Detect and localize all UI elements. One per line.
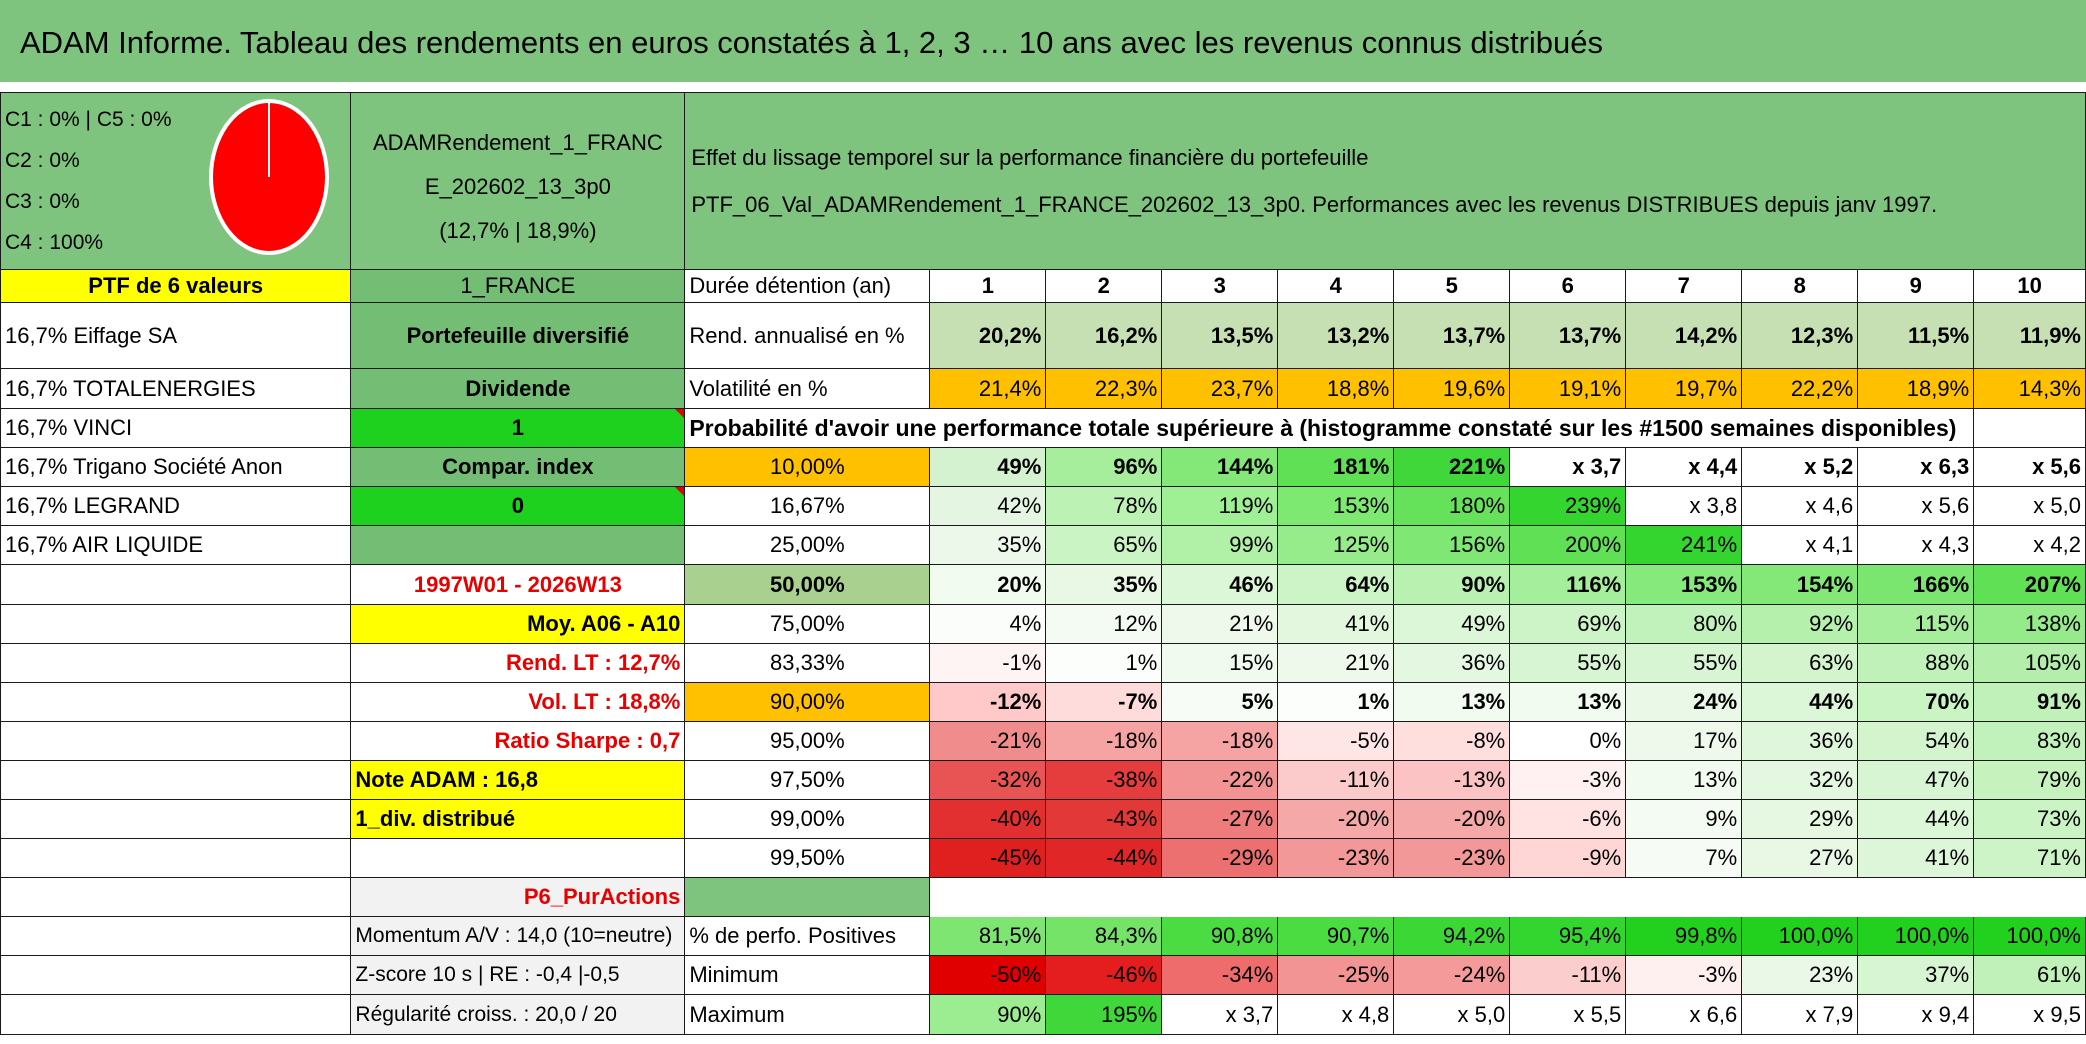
proba-value: 13% [1626,761,1742,800]
proba-value: -13% [1394,761,1510,800]
holding-item: 16,7% Trigano Société Anon [1,448,351,487]
year-header: 10 [1974,270,2086,303]
dividend-label: Dividende [351,369,685,409]
year-header: 2 [1046,270,1162,303]
holding-item: 16,7% TOTALENERGIES [1,369,351,409]
proba-value: -20% [1394,800,1510,839]
dividend-flag: 1 [351,409,685,448]
proba-value: 15% [1162,644,1278,683]
vol-value: 22,2% [1742,369,1858,409]
composition-cell [1,93,351,270]
proba-value: 4% [930,605,1046,644]
max-value: x 4,8 [1278,995,1394,1035]
rend-label: Rend. annualisé en % [685,303,930,369]
rend-value: 16,2% [1046,303,1162,369]
proba-value: 105% [1974,644,2086,683]
proba-value: -6% [1510,800,1626,839]
proba-value: -18% [1162,722,1278,761]
portfolio-type: Portefeuille diversifié [351,303,685,369]
proba-value: 13% [1394,683,1510,722]
portfolio-name-line: ADAMRendement_1_FRANC [372,130,663,155]
proba-value: 21% [1162,605,1278,644]
proba-value: 49% [930,448,1046,487]
rend-value: 14,2% [1626,303,1742,369]
rend-value: 13,7% [1510,303,1626,369]
proba-value: 88% [1858,644,1974,683]
vol-value: 19,6% [1394,369,1510,409]
proba-value: 154% [1742,565,1858,605]
composition-line: C4 : 100% [5,231,104,254]
proba-threshold: 90,00% [685,683,930,722]
proba-value: -18% [1046,722,1162,761]
pos-label: % de perfo. Positives [685,917,930,956]
proba-value: -11% [1278,761,1394,800]
rend-value: 20,2% [930,303,1046,369]
min-value: -46% [1046,956,1162,995]
proba-value: -12% [930,683,1046,722]
proba-value: 13% [1510,683,1626,722]
proba-value: 47% [1858,761,1974,800]
proba-value: x 4,1 [1742,526,1858,565]
proba-value: -45% [930,839,1046,878]
proba-value: 80% [1626,605,1742,644]
rend-value: 12,3% [1742,303,1858,369]
max-value: x 6,6 [1626,995,1742,1035]
proba-value: 54% [1858,722,1974,761]
vol-value: 22,3% [1046,369,1162,409]
proba-value: 138% [1974,605,2086,644]
proba-value: 24% [1626,683,1742,722]
year-header: 8 [1742,270,1858,303]
proba-title: Probabilité d'avoir une performance totale supérieure à (histogramme constaté sur les #1500 semaines disponibles) [685,409,1974,448]
proba-value: 70% [1858,683,1974,722]
year-header: 3 [1162,270,1278,303]
zscore-label: Z-score 10 s | RE : -0,4 |-0,5 [351,956,685,995]
rend-value: 13,7% [1394,303,1510,369]
pos-value: 100,0% [1974,917,2086,956]
proba-value: 207% [1974,565,2086,605]
proba-value: 46% [1162,565,1278,605]
proba-value: x 3,8 [1626,487,1742,526]
proba-value: 144% [1162,448,1278,487]
proba-value: 7% [1626,839,1742,878]
proba-threshold: 16,67% [685,487,930,526]
proba-value: x 5,0 [1974,487,2086,526]
report-title: ADAM Informe. Tableau des rendements en euros constatés à 1, 2, 3 … 10 ans avec les revenus connus distribués [0,0,2086,82]
proba-value: -40% [930,800,1046,839]
proba-value: 41% [1858,839,1974,878]
proba-value: 92% [1742,605,1858,644]
proba-value: -32% [930,761,1046,800]
pie-chart-icon [208,98,330,256]
proba-value: 32% [1742,761,1858,800]
proba-value: 156% [1394,526,1510,565]
max-value: x 5,0 [1394,995,1510,1035]
proba-value: x 4,4 [1626,448,1742,487]
proba-value: -1% [930,644,1046,683]
proba-value: 116% [1510,565,1626,605]
max-value: x 3,7 [1162,995,1278,1035]
proba-value: 12% [1046,605,1162,644]
vol-value: 19,1% [1510,369,1626,409]
proba-threshold: 50,00% [685,565,930,605]
proba-value: x 5,2 [1742,448,1858,487]
duration-label: Durée détention (an) [685,270,930,303]
proba-value: x 6,3 [1858,448,1974,487]
proba-value: 21% [1278,644,1394,683]
proba-threshold: 10,00% [685,448,930,487]
proba-value: 181% [1278,448,1394,487]
rend-value: 13,2% [1278,303,1394,369]
proba-value: -27% [1162,800,1278,839]
vol-value: 23,7% [1162,369,1278,409]
pos-value: 81,5% [930,917,1046,956]
year-header: 1 [930,270,1046,303]
portfolio-name-cell [351,93,685,270]
portfolio-name-line: E_202602_13_3p0 [424,174,611,199]
proba-value: 69% [1510,605,1626,644]
category-label: P6_PurActions [351,878,685,917]
vol-value: 21,4% [930,369,1046,409]
proba-value: -38% [1046,761,1162,800]
vol-value: 18,9% [1858,369,1974,409]
proba-value: -5% [1278,722,1394,761]
rend-value: 11,9% [1974,303,2086,369]
div-label: 1_div. distribué [351,800,685,839]
proba-value: -44% [1046,839,1162,878]
proba-value: 90% [1394,565,1510,605]
momentum-label: Momentum A/V : 14,0 (10=neutre) [351,917,685,956]
proba-value: 79% [1974,761,2086,800]
portfolio-header: PTF de 6 valeurs [1,270,351,303]
proba-value: 49% [1394,605,1510,644]
proba-value: x 4,3 [1858,526,1974,565]
proba-value: 35% [930,526,1046,565]
proba-value: -22% [1162,761,1278,800]
proba-value: 41% [1278,605,1394,644]
proba-value: 36% [1742,722,1858,761]
report-table [0,92,2086,1035]
min-value: -24% [1394,956,1510,995]
rend-value: 11,5% [1858,303,1974,369]
proba-value: -43% [1046,800,1162,839]
max-value: x 5,5 [1510,995,1626,1035]
proba-value: 153% [1626,565,1742,605]
regularite-label: Régularité croiss. : 20,0 / 20 [351,995,685,1035]
proba-value: 20% [930,565,1046,605]
proba-value: 115% [1858,605,1974,644]
year-header: 6 [1510,270,1626,303]
proba-threshold: 99,00% [685,800,930,839]
compar-index-label: Compar. index [351,448,685,487]
vol-lt-label: Vol. LT : 18,8% [351,683,685,722]
min-value: 37% [1858,956,1974,995]
proba-value: 9% [1626,800,1742,839]
empty-label [351,526,685,565]
vol-label: Volatilité en % [685,369,930,409]
max-value: x 7,9 [1742,995,1858,1035]
proba-value: -21% [930,722,1046,761]
note-label: Note ADAM : 16,8 [351,761,685,800]
rend-lt-label: Rend. LT : 12,7% [351,644,685,683]
max-value: 90% [930,995,1046,1035]
proba-value: 65% [1046,526,1162,565]
year-header: 4 [1278,270,1394,303]
proba-value: -23% [1278,839,1394,878]
min-value: -34% [1162,956,1278,995]
proba-value: x 5,6 [1974,448,2086,487]
proba-threshold: 99,50% [685,839,930,878]
proba-value: 221% [1394,448,1510,487]
proba-value: 239% [1510,487,1626,526]
divider [0,82,2086,92]
proba-value: 99% [1162,526,1278,565]
pos-value: 94,2% [1394,917,1510,956]
composition-line: C2 : 0% [5,149,80,172]
proba-value: 200% [1510,526,1626,565]
vol-value: 18,8% [1278,369,1394,409]
proba-value: 64% [1278,565,1394,605]
pos-value: 100,0% [1858,917,1974,956]
pos-value: 95,4% [1510,917,1626,956]
proba-value: 63% [1742,644,1858,683]
proba-value: 55% [1510,644,1626,683]
proba-value: 119% [1162,487,1278,526]
proba-value: 35% [1046,565,1162,605]
proba-value: 44% [1742,683,1858,722]
proba-value: 166% [1858,565,1974,605]
proba-value: 96% [1046,448,1162,487]
pos-value: 90,7% [1278,917,1394,956]
pos-value: 99,8% [1626,917,1742,956]
proba-value: 1% [1278,683,1394,722]
pos-value: 84,3% [1046,917,1162,956]
description-line: Effet du lissage temporel sur la performance financière du portefeuille [691,145,1369,170]
pos-value: 100,0% [1742,917,1858,956]
portfolio-description [685,93,2086,270]
proba-value: 91% [1974,683,2086,722]
proba-threshold: 97,50% [685,761,930,800]
year-header: 5 [1394,270,1510,303]
proba-value: -8% [1394,722,1510,761]
proba-value: 36% [1394,644,1510,683]
proba-value: x 5,6 [1858,487,1974,526]
holding-item: 16,7% LEGRAND [1,487,351,526]
proba-threshold: 83,33% [685,644,930,683]
proba-value: 153% [1278,487,1394,526]
holding-item: 16,7% Eiffage SA [1,303,351,369]
year-header: 7 [1626,270,1742,303]
proba-threshold: 95,00% [685,722,930,761]
proba-value: x 3,7 [1510,448,1626,487]
proba-value: 42% [930,487,1046,526]
holding-item: 16,7% AIR LIQUIDE [1,526,351,565]
proba-value: 78% [1046,487,1162,526]
proba-value: 71% [1974,839,2086,878]
pos-value: 90,8% [1162,917,1278,956]
proba-value: x 4,6 [1742,487,1858,526]
moy-label: Moy. A06 - A10 [351,605,685,644]
min-label: Minimum [685,956,930,995]
vol-value: 19,7% [1626,369,1742,409]
description-line: PTF_06_Val_ADAMRendement_1_FRANCE_202602_13_3p0. Performances avec les revenus DISTRIBUES depuis janv 1997. [691,192,1938,217]
proba-value: 1% [1046,644,1162,683]
proba-threshold: 25,00% [685,526,930,565]
min-value: -3% [1626,956,1742,995]
composition-line: C1 : 0% | C5 : 0% [5,108,172,131]
portfolio-code: 1_FRANCE [351,270,685,303]
proba-value: 241% [1626,526,1742,565]
max-label: Maximum [685,995,930,1035]
proba-value: -23% [1394,839,1510,878]
compar-index-flag: 0 [351,487,685,526]
proba-value: 73% [1974,800,2086,839]
min-value: -50% [930,956,1046,995]
min-value: 61% [1974,956,2086,995]
min-value: -11% [1510,956,1626,995]
proba-value: 27% [1742,839,1858,878]
proba-value: -9% [1510,839,1626,878]
proba-value: 5% [1162,683,1278,722]
holding-item: 16,7% VINCI [1,409,351,448]
proba-value: -29% [1162,839,1278,878]
proba-value: 83% [1974,722,2086,761]
portfolio-name-line: (12,7% | 18,9%) [439,218,597,243]
max-value: 195% [1046,995,1162,1035]
proba-value: 44% [1858,800,1974,839]
vol-value: 14,3% [1974,369,2086,409]
max-value: x 9,4 [1858,995,1974,1035]
proba-value: 0% [1510,722,1626,761]
proba-value: 125% [1278,526,1394,565]
period-label: 1997W01 - 2026W13 [351,565,685,605]
composition-line: C3 : 0% [5,190,80,213]
proba-value: x 4,2 [1974,526,2086,565]
sharpe-label: Ratio Sharpe : 0,7 [351,722,685,761]
proba-value: 180% [1394,487,1510,526]
proba-value: 29% [1742,800,1858,839]
proba-value: 17% [1626,722,1742,761]
rend-value: 13,5% [1162,303,1278,369]
proba-value: -20% [1278,800,1394,839]
year-header: 9 [1858,270,1974,303]
proba-threshold: 75,00% [685,605,930,644]
proba-value: 55% [1626,644,1742,683]
proba-value: -3% [1510,761,1626,800]
max-value: x 9,5 [1974,995,2086,1035]
proba-value: -7% [1046,683,1162,722]
min-value: -25% [1278,956,1394,995]
min-value: 23% [1742,956,1858,995]
